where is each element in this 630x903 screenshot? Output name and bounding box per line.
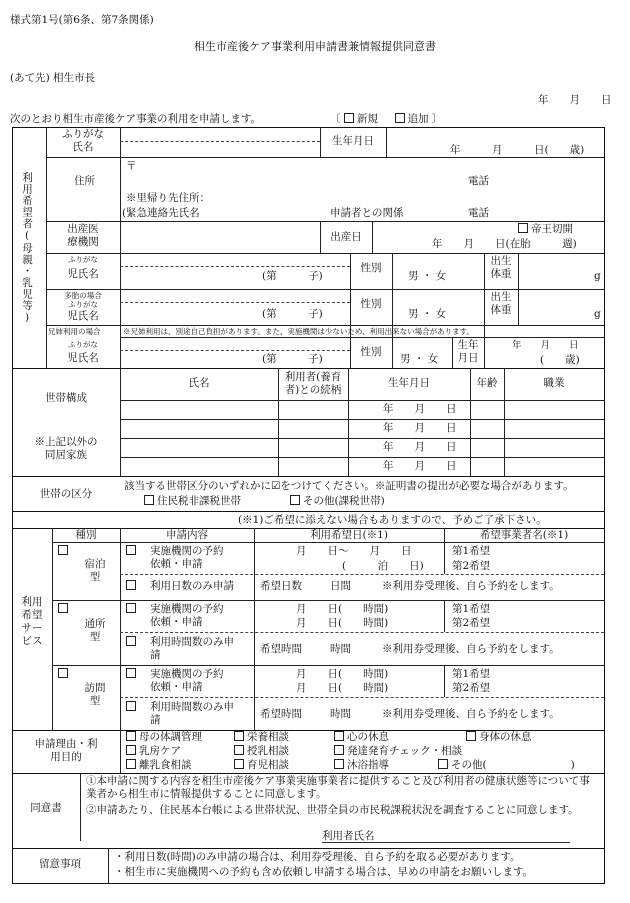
name-label: ふりがな 氏名 [62, 128, 104, 153]
addressee: (あて先) 相生市長 [10, 72, 96, 84]
col-type: 種別 [75, 529, 97, 541]
birth-date-label: 出産日 [330, 231, 362, 243]
purpose-4-label: 身体の休息 [479, 731, 532, 743]
household-label: 世帯構成 [45, 392, 87, 404]
border [254, 542, 255, 730]
border [52, 600, 604, 601]
day-voucher-note: ※利用券受理後、自ら予約をします。 [382, 643, 560, 655]
visit-reserve-checkbox[interactable] [126, 668, 136, 678]
purpose-4-checkbox[interactable] [466, 731, 476, 741]
border [12, 883, 605, 884]
twin-sex-label: 性別 [360, 298, 382, 310]
signature-label: 利用者氏名 [322, 830, 375, 842]
consent-item-1: ①本申請に関する内容を相生市産後ケア事業実施事業者に提供すること及び利用者の健康状態等について事業者から相生市に情報提供することに同意します。 [86, 775, 590, 800]
border [12, 511, 604, 512]
bracket-open: 〔 [330, 113, 341, 125]
form-title: 相生市産後ケア事業利用申請書兼情報提供同意書 [194, 40, 436, 53]
hours-label: 希望時間 [260, 708, 302, 720]
sibling-birth-value[interactable]: 年 月 日 [512, 340, 579, 351]
day-reserve-option[interactable] [126, 603, 139, 616]
sibling-furigana: ふりがな [68, 340, 98, 349]
purpose-7[interactable] [334, 745, 462, 758]
day-type-label: 通所 型 [84, 618, 106, 643]
sibling-birth-label: 生年 月日 [457, 339, 479, 364]
border [372, 221, 373, 253]
household-row-1-date[interactable]: 年 月 日 [383, 403, 457, 415]
day-reserve-checkbox[interactable] [126, 603, 136, 613]
visit-hours-label: 利用時間数のみ申 請 [150, 701, 234, 726]
visit-choice-1[interactable]: 第1希望 [452, 668, 491, 680]
visit-hours-field[interactable] [260, 708, 351, 721]
date-field[interactable]: 年 月 日 [538, 94, 612, 106]
visit-checkbox[interactable] [58, 668, 68, 678]
household-row-3-date[interactable]: 年 月 日 [383, 441, 457, 453]
purpose-1[interactable] [126, 731, 202, 744]
col-relation: 利用者(養育 者)との続柄 [284, 371, 342, 396]
purpose-5-checkbox[interactable] [126, 745, 136, 755]
col-date: 利用希望日(※1) [310, 529, 388, 541]
border [120, 697, 604, 698]
twin-furigana: ふりがな [68, 300, 98, 309]
day-hours-label: 利用時間数のみ申 請 [150, 636, 234, 661]
cesarean-label: 帝王切開 [531, 223, 573, 235]
purpose-4[interactable] [466, 731, 532, 744]
border [604, 127, 605, 841]
col-provider: 希望事業者名(※1) [479, 529, 569, 541]
cohabit-label: ※上記以外の 同居家族 [34, 436, 98, 461]
stay-type[interactable] [58, 545, 71, 558]
day-hours-option[interactable] [126, 636, 139, 649]
stay-days-label: 利用日数のみ申請 [150, 580, 234, 592]
new-checkbox[interactable] [344, 113, 354, 123]
purpose-6[interactable] [234, 745, 289, 758]
consent-label: 同意書 [30, 802, 62, 814]
day-hours-field[interactable] [260, 643, 351, 656]
signature-line[interactable] [322, 842, 570, 843]
day-slot-2[interactable]: 月 日( 時間) [296, 617, 389, 629]
purpose-1-checkbox[interactable] [126, 731, 136, 741]
purpose-2-label: 栄養相談 [247, 731, 289, 743]
stay-checkbox[interactable] [58, 545, 68, 555]
border [444, 542, 445, 574]
sibling-age-value[interactable]: ( 歳) [540, 354, 580, 366]
tax-exempt-label: 住民税非課税世帯 [157, 495, 241, 507]
col-content: 申請内容 [166, 529, 208, 541]
visit-reserve-label: 実施機関の予約 依頼・申請 [150, 668, 224, 693]
purpose-6-label: 授乳相談 [247, 745, 289, 757]
visit-type[interactable] [58, 668, 71, 681]
day-choice-2[interactable]: 第2希望 [452, 617, 491, 629]
purpose-3-checkbox[interactable] [334, 731, 344, 741]
sibling-note: ※兄姉利用は、別途自己負担があります。また、実施機関は少ないため、利用出来ない場合があります。 [123, 327, 474, 336]
border [604, 841, 605, 883]
purpose-8-checkbox[interactable] [126, 759, 136, 769]
emergency-label: (緊急連絡先氏名 [122, 207, 200, 219]
sex-value[interactable]: 男 ・ 女 [408, 270, 447, 282]
stay-reserve-option[interactable] [126, 545, 139, 558]
notes-line-1: ・利用日数(時間)のみ申請の場合は、利用券受理後、自ら予約を取る必要があります。 [114, 851, 521, 863]
stay-reserve-checkbox[interactable] [126, 545, 136, 555]
border [120, 302, 350, 303]
border [120, 266, 350, 267]
day-hours-checkbox[interactable] [126, 636, 136, 646]
child-furigana-label: ふりがな [68, 255, 98, 264]
stay-days-field[interactable] [260, 580, 351, 593]
day-type[interactable] [58, 603, 71, 616]
twin-weight-unit: g [594, 308, 601, 320]
twin-sex-value[interactable]: 男 ・ 女 [408, 308, 447, 320]
twin-name-label: 児氏名 [67, 310, 99, 322]
border [120, 438, 604, 439]
add-checkbox[interactable] [395, 113, 405, 123]
sibling-label: 兄姉利用の場合 [48, 327, 101, 336]
purpose-5-label: 乳房ケア [139, 745, 181, 757]
border [52, 528, 53, 731]
border [46, 289, 604, 290]
notes-line-2: ・相生市に実施機関への予約も含め依頼し申請する場合は、早めの申請をお願いします。 [114, 866, 534, 878]
birth-date-value[interactable]: 年 月 日(在胎 週) [432, 238, 577, 250]
border [444, 600, 445, 632]
purpose-11-label: その他( ) [451, 759, 575, 771]
visit-reserve-option[interactable] [126, 668, 139, 681]
sibling-order: (第 子) [262, 353, 323, 365]
form-number: 様式第1号(第6条、第7条関係) [10, 14, 154, 26]
border [120, 350, 350, 351]
purpose-8-label: 離乳食相談 [139, 759, 192, 771]
border [120, 141, 320, 142]
day-choice-1[interactable]: 第1希望 [452, 603, 491, 615]
satogaeri-label: ※里帰り先住所： [126, 192, 210, 204]
consent-item-2: ②申請あたり、住民基本台帳による世帯状況、世帯全員の市民税課税状況を調査することに同意します。 [86, 804, 579, 816]
days-label: 希望日数 [260, 580, 302, 592]
border [52, 542, 604, 543]
col-name: 氏名 [188, 377, 210, 389]
purpose-label: 申請理由・利 用目的 [34, 738, 98, 763]
stay-choice-2[interactable]: 第2希望 [452, 560, 491, 572]
purpose-10-checkbox[interactable] [334, 759, 344, 769]
taxed-checkbox[interactable] [290, 495, 300, 505]
border [12, 476, 604, 477]
border [120, 574, 604, 575]
sibling-sex-value[interactable]: 男 ・ 女 [400, 353, 439, 365]
visit-voucher-note: ※利用券受理後、自ら予約をします。 [382, 708, 560, 720]
birthdate-value[interactable]: 年 月 日( 歳) [450, 144, 585, 156]
border [12, 773, 604, 774]
border [120, 528, 121, 731]
purpose-2-checkbox[interactable] [234, 731, 244, 741]
day-reserve-label: 実施機関の予約 依頼・申請 [150, 603, 224, 628]
hours-unit: 時間 [330, 643, 351, 655]
border [518, 253, 519, 289]
border [120, 419, 604, 420]
border [52, 665, 604, 666]
purpose-3-label: 心の休息 [347, 731, 389, 743]
phone-label-2: 電話 [468, 207, 489, 219]
visit-choice-2[interactable]: 第2希望 [452, 682, 491, 694]
border [120, 127, 121, 368]
border [120, 457, 604, 458]
border [120, 337, 604, 338]
birth-weight-label: 出生 体重 [490, 255, 512, 280]
hours-unit: 時間 [330, 708, 351, 720]
add-label: 追加 [407, 113, 429, 125]
household-row-4-date[interactable]: 年 月 日 [383, 460, 457, 472]
day-slot-1[interactable]: 月 日( 時間) [296, 603, 389, 615]
border [12, 848, 604, 849]
days-unit: 日間 [330, 580, 351, 592]
stay-days-option[interactable] [126, 580, 139, 593]
purpose-8[interactable] [126, 759, 192, 772]
border [392, 253, 393, 368]
hours-label: 希望時間 [260, 643, 302, 655]
border [12, 368, 604, 369]
col-age: 年齢 [476, 377, 498, 389]
visit-type-label: 訪問 型 [84, 682, 106, 707]
stay-nights[interactable]: ( 泊 日) [342, 560, 424, 572]
hospital-label: 出産医 療機関 [67, 223, 99, 248]
border [120, 730, 121, 773]
cesarean-option[interactable] [518, 223, 573, 236]
purpose-7-checkbox[interactable] [334, 745, 344, 755]
visit-slot-1[interactable]: 月 日( 時間) [296, 668, 389, 680]
visit-hours-checkbox[interactable] [126, 701, 136, 711]
service-section-label: 利用 希望 サー ビス [21, 596, 43, 647]
purpose-10[interactable] [334, 759, 389, 772]
purpose-10-label: 沐浴指導 [347, 759, 389, 771]
postal-mark: 〒 [126, 160, 137, 172]
border [12, 127, 13, 841]
purpose-9[interactable] [234, 759, 289, 772]
stay-dates[interactable]: 月 日〜 月 日 [296, 545, 412, 557]
purpose-6-checkbox[interactable] [234, 745, 244, 755]
sibling-name-label: 児氏名 [67, 352, 99, 364]
purpose-7-label: 発達発育チェック・相談 [347, 745, 463, 757]
border [444, 665, 445, 697]
border [120, 632, 604, 633]
visit-slot-2[interactable]: 月 日( 時間) [296, 682, 389, 694]
class-option-tax-exempt[interactable] [144, 495, 241, 508]
border [46, 325, 604, 326]
twin-label: 多胎の場合 [64, 291, 102, 300]
stay-days-checkbox[interactable] [126, 580, 136, 590]
taxed-label: その他(課税世帯) [303, 495, 385, 507]
child-order: (第 子) [262, 270, 323, 282]
visit-hours-option[interactable] [126, 701, 139, 714]
purpose-5[interactable] [126, 745, 181, 758]
border [120, 400, 604, 401]
household-row-2-date[interactable]: 年 月 日 [383, 422, 457, 434]
sibling-sex-label: 性別 [360, 346, 382, 358]
border [518, 289, 519, 325]
twin-weight-label: 出生 体重 [490, 291, 512, 316]
cesarean-checkbox[interactable] [518, 223, 528, 233]
border [108, 848, 109, 883]
stay-type-label: 宿泊 型 [84, 558, 106, 583]
new-label: 新規 [356, 113, 378, 125]
border [46, 157, 604, 158]
relation-label: 申請者との関係 [330, 207, 404, 219]
border [46, 253, 604, 254]
household-class-label: 世帯の区分 [39, 488, 93, 500]
col-job: 職業 [543, 377, 565, 389]
purpose-9-checkbox[interactable] [234, 759, 244, 769]
border [46, 221, 604, 222]
notes-label: 留意事項 [39, 858, 81, 870]
purpose-11-checkbox[interactable] [438, 759, 448, 769]
birthdate-label: 生年月日 [332, 135, 374, 147]
applicant-section-label: 利用希望者(母親・乳児等) [21, 172, 33, 325]
stay-reserve-label: 実施機関の予約 依頼・申請 [150, 545, 224, 570]
sex-label: 性別 [360, 262, 382, 274]
purpose-11[interactable] [438, 759, 575, 772]
household-class-instruction: 該当する世帯区分のいずれかに☑をつけてください。※証明書の提出が必要な場合があります。 [124, 480, 574, 492]
phone-label: 電話 [468, 175, 489, 187]
twin-order: (第 子) [262, 308, 323, 320]
class-option-taxed[interactable] [290, 495, 385, 508]
tax-exempt-checkbox[interactable] [144, 495, 154, 505]
day-checkbox[interactable] [58, 603, 68, 613]
purpose-2[interactable] [234, 731, 289, 744]
border [80, 773, 81, 841]
apply-type [330, 113, 442, 126]
service-note: (※1)ご希望に添えない場合もありますので、予めご了承下さい。 [238, 514, 547, 526]
weight-unit: g [594, 270, 601, 282]
child-name-label: 児氏名 [67, 268, 99, 280]
stay-voucher-note: ※利用券受理後、自ら予約をします。 [382, 580, 560, 592]
border [386, 127, 387, 157]
purpose-3[interactable] [334, 731, 389, 744]
stay-choice-1[interactable]: 第1希望 [452, 545, 491, 557]
purpose-9-label: 育児相談 [247, 759, 289, 771]
intro-text: 次のとおり相生市産後ケア事業の利用を申請します。 [10, 113, 262, 125]
bracket-close: 〕 [431, 113, 443, 125]
col-birth: 生年月日 [388, 377, 430, 389]
purpose-1-label: 母の体調管理 [139, 731, 202, 743]
address-label: 住所 [74, 175, 95, 187]
